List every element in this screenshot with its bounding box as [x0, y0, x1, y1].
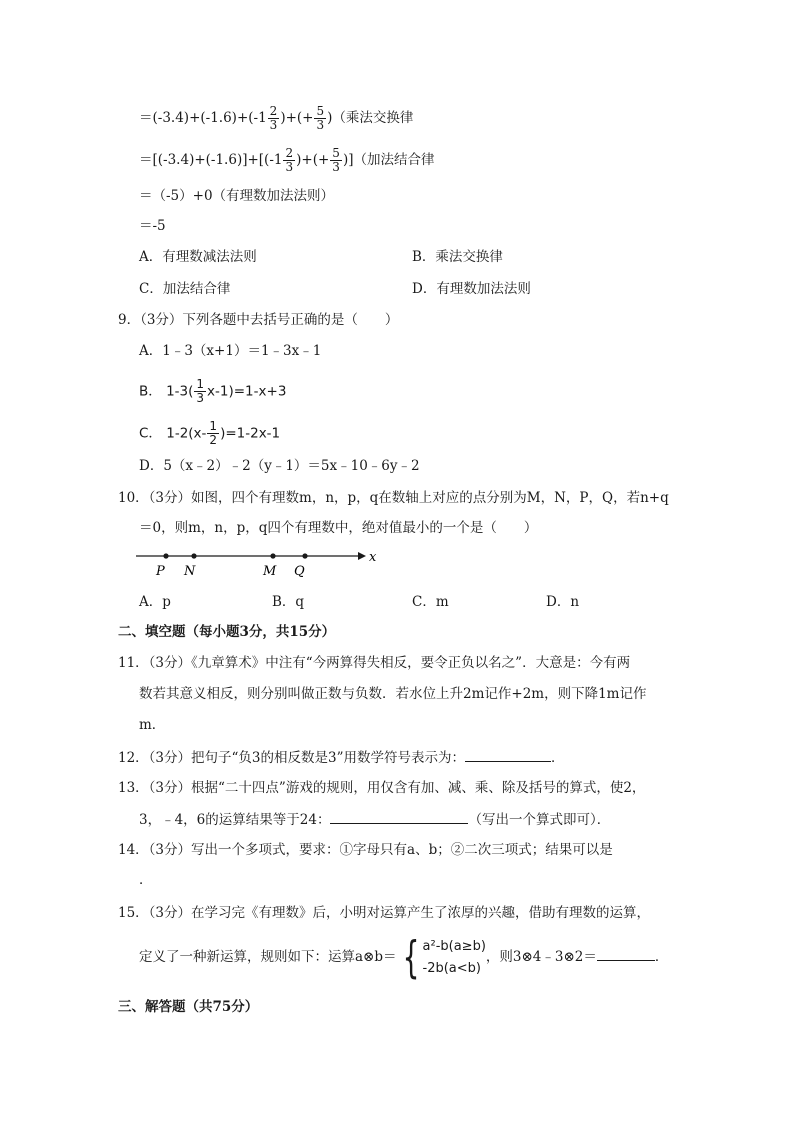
- q10-option-c: C．m: [412, 594, 449, 610]
- label-p: P: [156, 564, 165, 579]
- answer-blank[interactable]: [465, 747, 551, 762]
- q8-option-a: A．有理数减法法则: [139, 249, 257, 265]
- q14-line-1: 14．（3分）写出一个多项式，要求：①字母只有a、b；②二次三项式；结果可以是: [118, 842, 613, 858]
- q9-option-a: A．1﹣3（x+1）＝1﹣3x﹣1: [139, 343, 322, 359]
- case-1: a²-b(a≥b): [422, 938, 486, 954]
- q8-option-b: B．乘法交换律: [412, 249, 503, 265]
- label-q: Q: [294, 564, 305, 579]
- left-brace-icon: {: [402, 931, 419, 983]
- calc-text: )+(+: [296, 152, 330, 168]
- q15-line-1: 15．（3分）在学习完《有理数》后，小明对运算产生了浓厚的兴趣，借助有理数的运算，: [118, 905, 651, 921]
- calc-text: )（乘法交换律: [327, 110, 414, 126]
- q9-option-c: C． 1-2(x- $\frac{1}{2}$ )=1-2x-1: [139, 419, 281, 447]
- label-n: N: [184, 564, 196, 579]
- calc-text: )+(+: [280, 110, 314, 126]
- q10-stem-1: 10．（3分）如图，四个有理数m，n，p，q在数轴上对应的点分别为M，N，P，Q，若n+q: [118, 490, 669, 506]
- calc-line-3: ＝（-5）+0（有理数加法法则）: [139, 188, 335, 204]
- case-2: -2b(a<b): [422, 960, 481, 976]
- q10-stem-2: ＝0，则m，n，p，q四个有理数中，绝对值最小的一个是（ ）: [139, 520, 538, 536]
- fraction: $\frac{1}{2}$: [209, 419, 218, 447]
- fraction: $\frac{1}{3}$: [196, 377, 205, 405]
- q9-option-b: B． 1-3( $\frac{1}{3}$ x-1)=1-x+3: [139, 377, 287, 405]
- calc-line-1: [139, 105, 413, 132]
- number-line-figure: [130, 542, 390, 582]
- q13-line-1: 13．（3分）根据“二十四点”游戏的规则，用仅含有加、减、乘、除及括号的算式，使2，: [118, 780, 646, 796]
- fraction: $\frac{5}{3}$: [332, 146, 340, 174]
- q11-line-2: 数若其意义相反，则分别叫做正数与负数．若水位上升2m记作+2m，则下降1m记作: [139, 686, 647, 702]
- calc-line-2: [139, 147, 434, 174]
- q15-line-2: 定义了一种新运算，规则如下：运算a⊗b＝ { a²-b(a≥b) -2b(a<b) ，则3⊗4﹣3⊗2＝ ．: [139, 931, 669, 983]
- q11-line-3: m．: [139, 717, 166, 733]
- q10-option-d: D．n: [546, 594, 580, 610]
- answer-blank[interactable]: [597, 946, 655, 961]
- label-m: M: [263, 564, 277, 579]
- label-x: x: [369, 550, 377, 565]
- calc-text: )]（加法结合律: [342, 152, 435, 168]
- fraction: $\frac{2}{3}$: [269, 104, 278, 132]
- q10-option-a: A．p: [139, 594, 171, 610]
- q10-option-b: B．q: [272, 594, 305, 610]
- q12-line: 12．（3分）把句子“负3的相反数是3”用数学符号表示为： ．: [118, 747, 565, 768]
- axis-arrow-icon: [358, 552, 366, 560]
- calc-text: ＝(-3.4)+(-1.6)+(-1: [139, 110, 267, 126]
- point-q: [302, 553, 307, 558]
- answer-blank[interactable]: [330, 809, 468, 824]
- option-label: B．: [139, 383, 162, 400]
- point-m: [270, 553, 275, 558]
- q8-option-d: D．有理数加法法则: [412, 281, 531, 297]
- piecewise-definition: [397, 931, 486, 983]
- q14-line-2: ．: [139, 872, 153, 888]
- fraction: $\frac{5}{3}$: [316, 104, 325, 132]
- section-3-heading: 三、解答题（共75分）: [118, 999, 259, 1015]
- q11-line-1: 11．（3分）《九章算术》中注有“今两算得失相反，要令正负以名之”．大意是：今有两: [118, 655, 631, 671]
- q9-option-d: D．5（x﹣2）﹣2（y﹣1）＝5x﹣10﹣6y﹣2: [139, 458, 420, 474]
- point-n: [191, 553, 196, 558]
- calc-text: ＝[(-3.4)+(-1.6)]+[(-1: [139, 152, 283, 168]
- fraction: $\frac{2}{3}$: [285, 146, 294, 174]
- q9-stem: 9．（3分）下列各题中去括号正确的是（ ）: [118, 312, 399, 328]
- point-p: [163, 553, 168, 558]
- calc-line-4: ＝-5: [139, 218, 166, 234]
- q13-line-2: 3，﹣4，6的运算结果等于24： （写出一个算式即可）．: [139, 809, 610, 830]
- section-2-heading: 二、填空题（每小题3分，共15分）: [118, 624, 336, 640]
- option-label: C．: [139, 425, 162, 442]
- q8-option-c: C．加法结合律: [139, 281, 231, 297]
